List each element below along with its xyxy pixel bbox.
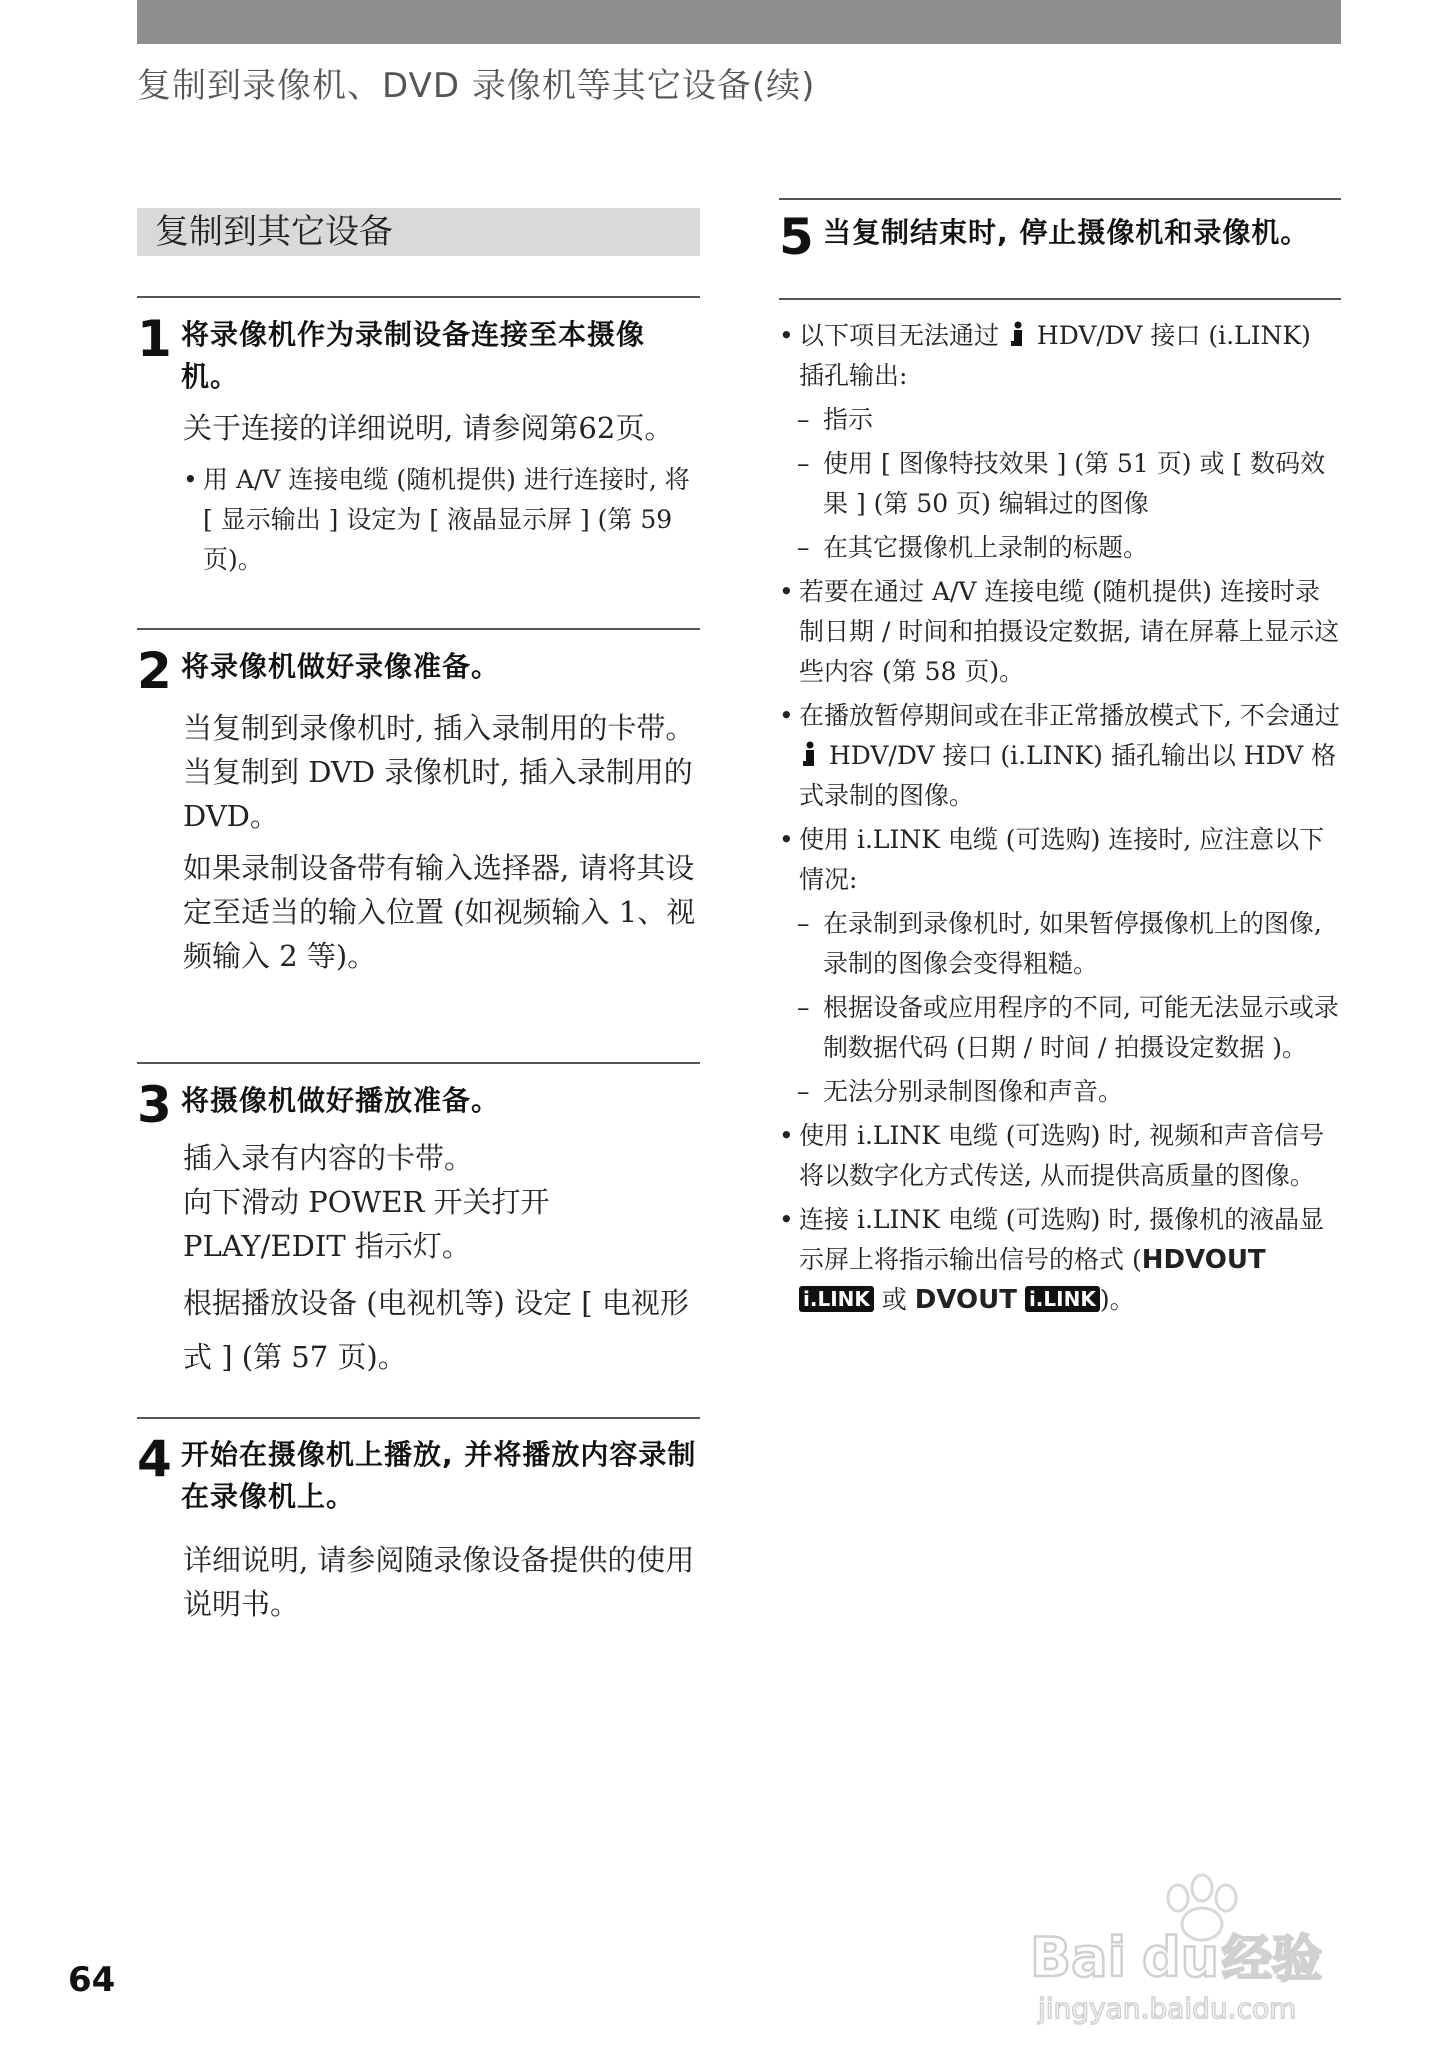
note-item (183, 460, 700, 580)
bullet-icon: • (779, 321, 794, 350)
note-item (779, 1116, 1341, 1196)
step-title: 将摄像机做好播放准备。 (181, 1084, 501, 1117)
sub-text: 使用 [ 图像特技效果 ] (第 51 页) 或 [ 数码效果 ] (第 50 页) 编辑过的图像 (823, 449, 1326, 518)
sub-item: – 使用 [ 图像特技效果 ] (第 51 页) 或 [ 数码效果 ] (第 50 页) 编辑过的图像 (797, 444, 1341, 524)
bullet-icon: • (779, 701, 794, 730)
note-item (779, 1200, 1341, 1320)
page-header-title: 复制到录像机、DVD 录像机等其它设备(续) (137, 66, 816, 106)
sub-item: – 在录制到录像机时, 如果暂停摄像机上的图像, 录制的图像会变得粗糙。 (797, 904, 1341, 984)
step-title: 开始在摄像机上播放, 并将播放内容录制在录像机上。 (181, 1438, 697, 1513)
divider (779, 298, 1341, 300)
sub-item: – 无法分别录制图像和声音。 (797, 1072, 1341, 1112)
sub-text: 无法分别录制图像和声音。 (823, 1077, 1124, 1106)
divider (779, 198, 1341, 200)
step-5 (779, 208, 1341, 266)
note-text: HDV/DV 接口 (i.LINK) 插孔输出以 HDV 格式录制的图像。 (799, 741, 1337, 810)
note-text: 或 (881, 1285, 907, 1314)
header-bar (137, 0, 1341, 44)
step-title: 当复制结束时, 停止摄像机和录像机。 (823, 216, 1310, 249)
watermark-cn: 经验 (1222, 1930, 1322, 1988)
bullet-icon: • (779, 1121, 794, 1150)
sub-item: – 在其它摄像机上录制的标题。 (797, 528, 1341, 568)
divider (137, 1417, 700, 1419)
step-text: 插入录有内容的卡带。 (183, 1141, 474, 1175)
watermark-brand: Bai (1030, 1926, 1127, 1989)
sub-text: 根据设备或应用程序的不同, 可能无法显示或录制数据代码 (日期 / 时间 / 拍摄设定数据 )。 (823, 993, 1339, 1062)
step-4 (137, 1430, 700, 1626)
divider (137, 296, 700, 298)
step-text: 根据播放设备 (电视机等) 设定 [ 电视形式 ] (第 57 页)。 (183, 1286, 689, 1374)
sub-text: 在其它摄像机上录制的标题。 (823, 533, 1149, 562)
step-number: 1 (137, 310, 172, 368)
note-text: 使用 i.LINK 电缆 (可选购) 时, 视频和声音信号将以数字化方式传送, 从而提供高质量的图像。 (799, 1121, 1325, 1190)
step-text: 向下滑动 POWER 开关打开 (183, 1185, 550, 1219)
sub-text: 指示 (823, 405, 874, 434)
note-item (779, 316, 1341, 396)
step-text: 当复制到录像机时, 插入录制用的卡带。 (183, 711, 695, 745)
step-text: 详细说明, 请参阅随录像设备提供的使用说明书。 (183, 1543, 695, 1621)
ilink-icon (803, 741, 817, 767)
ilink-icon (1011, 321, 1025, 347)
step-number: 2 (137, 642, 172, 700)
watermark-url: jingyan.baidu.com (1038, 1992, 1297, 2025)
bullet-icon: • (183, 465, 198, 494)
note-text: HDV/DV 接口 (i.LINK) 插孔输出: (799, 321, 1311, 390)
note-text: 若要在通过 A/V 连接电缆 (随机提供) 连接时录制日期 / 时间和拍摄设定数据, 请在屏幕上显示这些内容 (第 58 页)。 (799, 577, 1340, 686)
page-number: 64 (68, 1960, 116, 2000)
ilink-badge: i.LINK (1025, 1286, 1100, 1312)
hdv-out-indicator: HDVOUT (1141, 1245, 1266, 1275)
step-text: 关于连接的详细说明, 请参阅第62页。 (183, 411, 674, 445)
note-item (779, 572, 1341, 692)
step-number: 3 (137, 1076, 172, 1134)
notes-list (779, 316, 1341, 1324)
note-text: 用 A/V 连接电缆 (随机提供) 进行连接时, 将 [ 显示输出 ] 设定为 [ 液晶显示屏 ] (第 59 页)。 (203, 465, 690, 574)
watermark-brand2: du (1142, 1926, 1220, 1989)
sub-item: – 指示 (797, 400, 1341, 440)
step-text: 当复制到 DVD 录像机时, 插入录制用的 DVD。 (183, 755, 693, 833)
divider (137, 1062, 700, 1064)
note-item (779, 696, 1341, 816)
step-title: 将录像机做好录像准备。 (181, 650, 501, 683)
bullet-icon: • (779, 1205, 794, 1234)
note-text: )。 (1099, 1285, 1135, 1314)
note-text: 连接 i.LINK 电缆 (可选购) 时, 摄像机的液晶显示屏上将指示输出信号的格式 ( (799, 1205, 1325, 1274)
note-text: 使用 i.LINK 电缆 (可选购) 连接时, 应注意以下情况: (799, 825, 1325, 894)
ilink-badge: i.LINK (799, 1286, 874, 1312)
note-text: 在播放暂停期间或在非正常播放模式下, 不会通过 (799, 701, 1340, 730)
note-item (779, 820, 1341, 900)
dv-out-indicator: DVOUT (914, 1285, 1017, 1315)
step-title: 将录像机作为录制设备连接至本摄像机。 (181, 318, 646, 393)
bullet-icon: • (779, 825, 794, 854)
step-number: 4 (137, 1430, 172, 1488)
step-text: 如果录制设备带有输入选择器, 请将其设定至适当的输入位置 (如视频输入 1、视频输入 2 等)。 (183, 851, 696, 973)
baidu-watermark (1030, 1858, 1370, 2028)
section-title: 复制到其它设备 (137, 208, 700, 256)
step-2 (137, 642, 700, 978)
step-text: PLAY/EDIT 指示灯。 (183, 1229, 471, 1263)
sub-text: 在录制到录像机时, 如果暂停摄像机上的图像, 录制的图像会变得粗糙。 (823, 909, 1322, 978)
sub-item: – 根据设备或应用程序的不同, 可能无法显示或录制数据代码 (日期 / 时间 / 拍摄设定数据 )。 (797, 988, 1341, 1068)
bullet-icon: • (779, 577, 794, 606)
note-text: 以下项目无法通过 (799, 321, 1000, 350)
step-1 (137, 310, 700, 580)
step-3 (137, 1076, 700, 1384)
step-number: 5 (779, 208, 814, 266)
divider (137, 628, 700, 630)
